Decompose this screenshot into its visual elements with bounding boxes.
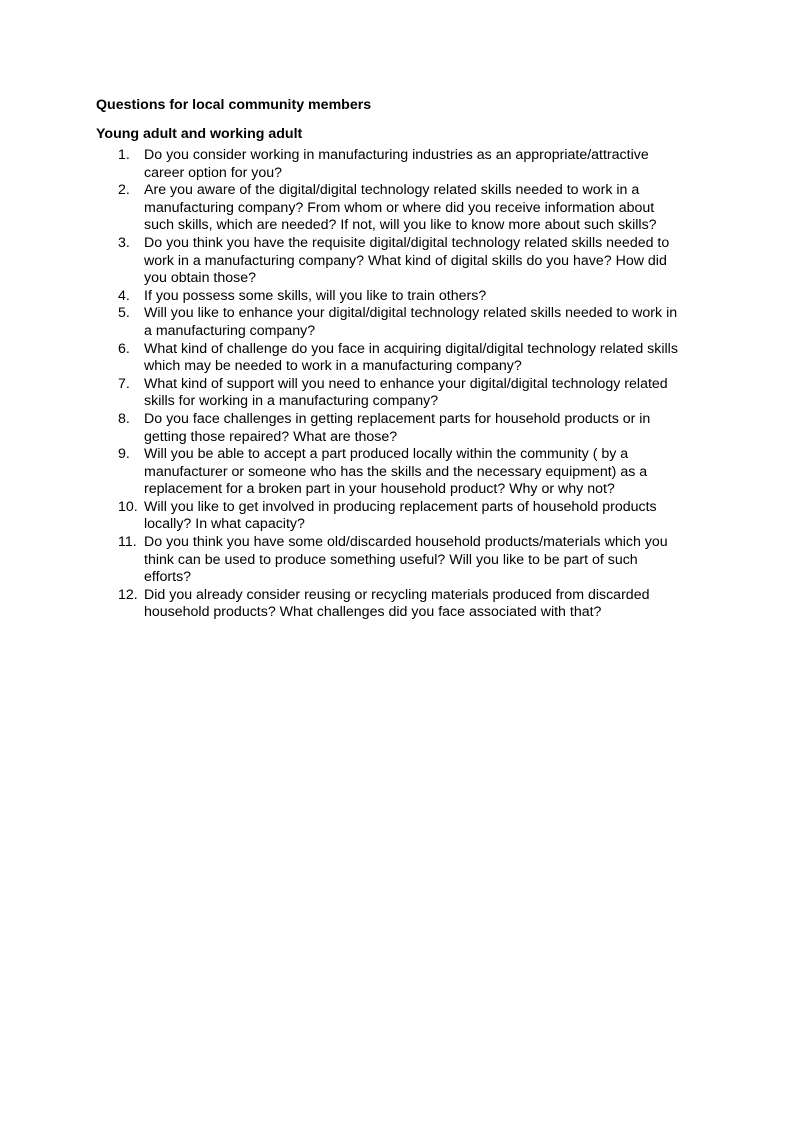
question-text-line: which may be needed to work in a manufacturing company?: [144, 358, 522, 375]
question-text-line: Do you think you have some old/discarded household products/materials which you: [144, 534, 668, 551]
question-item: [96, 411, 706, 446]
question-text-line: What kind of support will you need to enhance your digital/digital technology related: [144, 375, 668, 392]
question-text-line: work in a manufacturing company? What kind of digital skills do you have? How did: [144, 252, 667, 269]
question-text-line: getting those repaired? What are those?: [144, 428, 398, 445]
question-number: 3.: [118, 234, 130, 251]
question-item: [96, 446, 706, 499]
question-text-line: think can be used to produce something useful? Will you like to be part of such: [144, 551, 638, 568]
question-number: 2.: [118, 182, 130, 199]
question-text-line: manufacturer or someone who has the skills and the necessary equipment) as a: [144, 463, 648, 480]
question-item: [96, 235, 706, 288]
question-number: 10.: [118, 498, 138, 515]
question-item: [96, 499, 706, 534]
question-item: [96, 147, 706, 182]
question-text-line: manufacturing company? From whom or where did you receive information about: [144, 199, 655, 216]
question-item: [96, 305, 706, 340]
question-item: [96, 534, 706, 587]
question-text-line: Do you consider working in manufacturing industries as an appropriate/attractive: [144, 147, 649, 163]
question-text-line: Did you already consider reusing or recycling materials produced from discarded: [144, 586, 650, 603]
question-text-line: such skills, which are needed? If not, will you like to know more about such skills?: [144, 217, 657, 234]
question-text-line: Are you aware of the digital/digital technology related skills needed to work in a: [144, 182, 640, 199]
question-item: [96, 376, 706, 411]
question-text-line: you obtain those?: [144, 270, 257, 287]
question-text-line: career option for you?: [144, 164, 283, 181]
question-number: 7.: [118, 375, 130, 392]
question-text-line: Will you be able to accept a part produced locally within the community ( by a: [144, 446, 629, 463]
question-text-line: What kind of challenge do you face in acquiring digital/digital technology related skills: [144, 340, 678, 357]
question-text-line: skills for working in a manufacturing company?: [144, 393, 439, 410]
question-number: 8.: [118, 410, 130, 427]
document-subtitle: Young adult and working adult: [96, 126, 303, 142]
question-text-line: Will you like to get involved in producing replacement parts of household products: [144, 498, 657, 515]
question-item: [96, 182, 706, 235]
question-item: [96, 288, 706, 306]
question-number: 11.: [118, 534, 137, 551]
question-text-line: Do you think you have the requisite digital/digital technology related skills needed to: [144, 234, 670, 251]
question-text-line: Will you like to enhance your digital/digital technology related skills needed to work in: [144, 305, 678, 322]
question-list: [96, 147, 706, 622]
document-title: Questions for local community members: [96, 97, 372, 113]
question-text-line: locally? In what capacity?: [144, 516, 305, 533]
question-number: 1.: [118, 147, 130, 163]
question-text-line: efforts?: [144, 569, 192, 586]
document-page: [96, 96, 706, 622]
question-text-line: a manufacturing company?: [144, 322, 316, 339]
question-text-line: If you possess some skills, will you like to train others?: [144, 287, 487, 304]
question-text-line: Do you face challenges in getting replacement parts for household products or in: [144, 410, 651, 427]
question-number: 5.: [118, 305, 130, 322]
question-item: [96, 587, 706, 622]
question-number: 9.: [118, 446, 130, 463]
question-number: 6.: [118, 340, 130, 357]
question-number: 12.: [118, 586, 138, 603]
question-text-line: household products? What challenges did you face associated with that?: [144, 604, 602, 621]
question-number: 4.: [118, 287, 130, 304]
question-item: [96, 341, 706, 376]
question-text-line: replacement for a broken part in your household product? Why or why not?: [144, 481, 615, 498]
